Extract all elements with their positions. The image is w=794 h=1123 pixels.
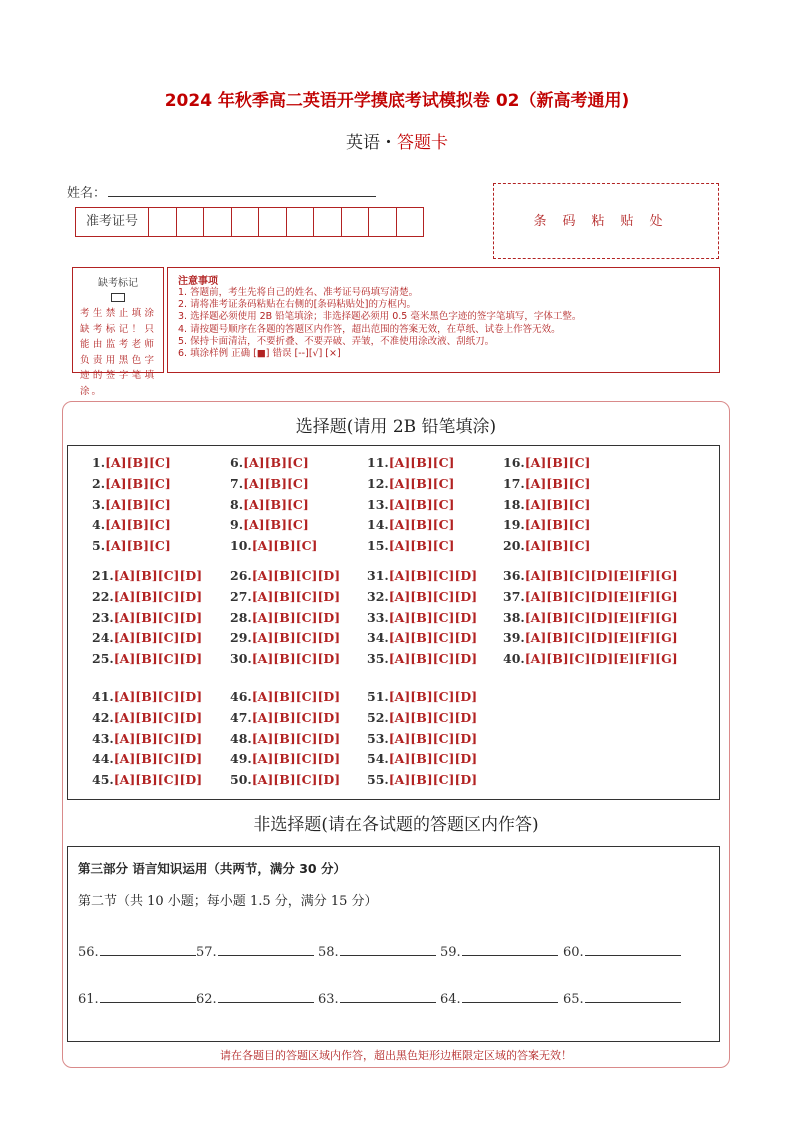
exam-number-digit-cell[interactable] xyxy=(177,208,205,236)
question-number: 29. xyxy=(230,630,252,646)
question-number: 50. xyxy=(230,772,252,788)
answer-options[interactable]: [A][B][C][D] xyxy=(388,772,478,788)
blank-line[interactable] xyxy=(218,943,314,956)
exam-number-digit-cell[interactable] xyxy=(314,208,342,236)
answer-options[interactable]: [A][B][C][D] xyxy=(251,630,341,646)
fill-blank[interactable] xyxy=(78,943,196,960)
page-title: 2024 年秋季高二英语开学摸底考试模拟卷 02（新高考通用) xyxy=(164,91,630,111)
answer-options[interactable]: [A][B][C][D] xyxy=(388,751,478,767)
notes-item: 3. 选择题必须使用 2B 铅笔填涂；非选择题必须用 0.5 毫米黑色字迹的签字笔填写，字体工整。 xyxy=(178,311,582,323)
answer-options[interactable]: [A][B][C][D] xyxy=(388,709,478,725)
question-number: 51. xyxy=(367,689,389,704)
question-number: 55. xyxy=(367,772,389,788)
choice-question[interactable] xyxy=(92,630,202,645)
question-number: 53. xyxy=(367,730,389,746)
answer-options[interactable]: [A][B][C] xyxy=(243,496,309,512)
choice-question[interactable] xyxy=(230,651,340,666)
choice-question[interactable] xyxy=(230,689,340,704)
question-number: 32. xyxy=(367,588,389,604)
choice-question[interactable] xyxy=(230,610,340,625)
barcode-label: 条码粘贴处 xyxy=(533,214,679,229)
choice-question[interactable] xyxy=(230,751,340,766)
question-number: 35. xyxy=(367,651,389,667)
exam-number-digit-cell[interactable] xyxy=(232,208,260,236)
exam-number-digit-cell[interactable] xyxy=(149,208,177,236)
choice-section-title: 选择题(请用 2B 铅笔填涂) xyxy=(295,417,497,437)
choice-question[interactable] xyxy=(367,630,477,645)
fill-blank[interactable] xyxy=(563,990,681,1007)
question-number: 33. xyxy=(367,609,389,625)
subtitle-card: 答题卡 xyxy=(397,133,448,153)
answer-options[interactable]: [A][B][C][D] xyxy=(388,568,478,583)
name-label: 姓名： xyxy=(67,186,107,201)
answer-options[interactable]: [A][B][C] xyxy=(243,455,309,470)
choice-question[interactable] xyxy=(92,651,202,666)
fill-blank[interactable] xyxy=(196,943,314,960)
choice-question[interactable] xyxy=(92,568,202,583)
answer-options[interactable]: [A][B][C][D] xyxy=(251,772,341,788)
blank-number: 57. xyxy=(196,945,217,960)
question-number: 5. xyxy=(92,538,106,554)
question-number: 26. xyxy=(230,568,252,583)
nonchoice-section-title: 非选择题(请在各试题的答题区内作答) xyxy=(253,815,539,835)
choice-question[interactable] xyxy=(503,568,678,583)
blank-number: 58. xyxy=(318,945,339,960)
blank-number: 63. xyxy=(318,992,339,1007)
answer-options[interactable]: [A][B][C][D] xyxy=(113,588,203,604)
choice-question[interactable] xyxy=(367,568,477,583)
answer-options[interactable]: [A][B][C][D] xyxy=(113,689,203,704)
choice-question[interactable] xyxy=(92,731,202,746)
choice-question[interactable] xyxy=(367,497,454,512)
blank-number: 65. xyxy=(563,992,584,1007)
choice-question[interactable] xyxy=(367,710,477,725)
barcode-area xyxy=(493,183,719,259)
question-number: 52. xyxy=(367,709,389,725)
question-number: 28. xyxy=(230,609,252,625)
answer-options[interactable]: [A][B][C] xyxy=(251,538,318,554)
choice-question[interactable] xyxy=(367,751,477,766)
blank-line[interactable] xyxy=(100,990,196,1003)
question-number: 7. xyxy=(230,475,244,491)
question-number: 11. xyxy=(367,455,389,470)
question-number: 45. xyxy=(92,772,114,788)
question-number: 43. xyxy=(92,730,114,746)
answer-options[interactable]: [A][B][C] xyxy=(524,496,591,512)
choice-question[interactable] xyxy=(230,568,340,583)
answer-options[interactable]: [A][B][C][D] xyxy=(388,609,478,625)
blank-line[interactable] xyxy=(100,943,196,956)
choice-question[interactable] xyxy=(503,497,590,512)
blank-number: 59. xyxy=(440,945,461,960)
choice-question[interactable] xyxy=(230,455,309,470)
answer-options[interactable]: [A][B][C] xyxy=(388,517,455,533)
choice-question[interactable] xyxy=(230,476,309,491)
question-number: 31. xyxy=(367,568,389,583)
question-number: 39. xyxy=(503,630,525,646)
choice-question[interactable] xyxy=(230,517,309,532)
question-number: 30. xyxy=(230,651,252,667)
question-number: 25. xyxy=(92,651,114,667)
answer-options[interactable]: [A][B][C][D] xyxy=(388,630,478,646)
choice-question[interactable] xyxy=(503,610,678,625)
question-number: 3. xyxy=(92,496,106,512)
choice-question[interactable] xyxy=(367,538,454,553)
question-number: 48. xyxy=(230,730,252,746)
choice-question[interactable] xyxy=(92,772,202,787)
choice-question[interactable] xyxy=(367,689,477,704)
answer-options[interactable]: [A][B][C][D] xyxy=(113,651,203,667)
choice-question[interactable] xyxy=(367,476,454,491)
choice-question[interactable] xyxy=(367,651,477,666)
part-title: 第三部分 语言知识运用（共两节，满分 30 分） xyxy=(78,861,346,876)
answer-options[interactable]: [A][B][C][D][E][F][G] xyxy=(524,609,678,625)
notes-item: 1. 答题前，考生先将自己的姓名、准考证号码填写清楚。 xyxy=(178,287,419,298)
answer-options[interactable]: [A][B][C][D] xyxy=(388,689,478,704)
answer-options[interactable]: [A][B][C] xyxy=(388,496,455,512)
question-number: 9. xyxy=(230,517,244,533)
exam-number-digit-cell[interactable] xyxy=(397,208,424,236)
answer-options[interactable]: [A][B][C] xyxy=(105,538,171,554)
answer-options[interactable]: [A][B][C][D] xyxy=(251,588,341,604)
choice-question[interactable] xyxy=(92,517,171,532)
blank-line[interactable] xyxy=(585,943,681,956)
answer-options[interactable]: [A][B][C][D] xyxy=(388,730,478,746)
choice-question[interactable] xyxy=(503,651,678,666)
question-number: 23. xyxy=(92,609,114,625)
blank-line[interactable] xyxy=(585,990,681,1003)
exam-number-digit-cell[interactable] xyxy=(342,208,370,236)
choice-question[interactable] xyxy=(503,455,590,470)
answer-options[interactable]: [A][B][C] xyxy=(524,475,591,491)
answer-options[interactable]: [A][B][C][D] xyxy=(113,568,203,583)
blank-line[interactable] xyxy=(218,990,314,1003)
choice-question[interactable] xyxy=(367,517,454,532)
question-number: 34. xyxy=(367,630,389,646)
question-number: 41. xyxy=(92,689,114,704)
fill-blank[interactable] xyxy=(440,943,558,960)
choice-question[interactable] xyxy=(503,476,590,491)
blank-number: 56. xyxy=(78,945,99,960)
fill-blank[interactable] xyxy=(318,943,436,960)
question-number: 17. xyxy=(503,475,525,491)
question-number: 16. xyxy=(503,455,525,470)
answer-options[interactable]: [A][B][C] xyxy=(388,455,455,470)
blank-number: 60. xyxy=(563,945,584,960)
notes-item: 6. 填涂样例 正确 [■] 错误 [--][√] [×] xyxy=(178,348,341,360)
question-number: 14. xyxy=(367,517,389,533)
question-number: 10. xyxy=(230,538,252,554)
answer-options[interactable]: [A][B][C] xyxy=(105,455,171,470)
blank-number: 62. xyxy=(196,992,217,1007)
question-number: 27. xyxy=(230,588,252,604)
answer-options[interactable]: [A][B][C][D] xyxy=(251,709,341,725)
absent-marker-box xyxy=(72,267,164,397)
answer-options[interactable]: [A][B][C][D][E][F][G] xyxy=(524,651,678,667)
answer-options[interactable]: [A][B][C] xyxy=(524,517,591,533)
question-number: 20. xyxy=(503,538,525,554)
footer-warning: 请在各题目的答题区域内作答，超出黑色矩形边框限定区域的答案无效！ xyxy=(220,1049,572,1062)
choice-question[interactable] xyxy=(503,630,678,645)
answer-options[interactable]: [A][B][C] xyxy=(105,475,171,491)
answer-options[interactable]: [A][B][C][D] xyxy=(251,730,341,746)
absent-marker-title: 缺考标记 xyxy=(98,278,138,289)
question-number: 36. xyxy=(503,568,525,583)
question-number: 4. xyxy=(92,517,106,533)
answer-options[interactable]: [A][B][C] xyxy=(388,475,455,491)
exam-number-label: 准考证号 xyxy=(76,208,149,236)
blank-line[interactable] xyxy=(340,990,436,1003)
answer-options[interactable]: [A][B][C][D] xyxy=(113,751,203,767)
exam-number-digit-cell[interactable] xyxy=(259,208,287,236)
choice-question[interactable] xyxy=(230,497,309,512)
choice-question[interactable] xyxy=(230,731,340,746)
blank-line[interactable] xyxy=(462,943,558,956)
fill-blank[interactable] xyxy=(318,990,436,1007)
answer-options[interactable]: [A][B][C] xyxy=(524,538,591,554)
exam-number-digit-cell[interactable] xyxy=(369,208,397,236)
absent-marker-text: 考生禁止填涂缺考标记！只能由监考老师负责用黑色字迹的签字笔填涂。 xyxy=(80,308,156,397)
question-number: 21. xyxy=(92,568,114,583)
choice-question[interactable] xyxy=(92,455,171,470)
choice-question[interactable] xyxy=(92,610,202,625)
question-number: 1. xyxy=(92,455,106,470)
question-number: 13. xyxy=(367,496,389,512)
choice-question[interactable] xyxy=(230,589,340,604)
choice-question[interactable] xyxy=(367,772,477,787)
question-number: 47. xyxy=(230,709,252,725)
answer-options[interactable]: [A][B][C] xyxy=(243,475,309,491)
choice-question[interactable] xyxy=(92,476,171,491)
answer-options[interactable]: [A][B][C][D] xyxy=(113,630,203,646)
exam-number-box xyxy=(75,207,424,237)
question-number: 19. xyxy=(503,517,525,533)
answer-options[interactable]: [A][B][C][D] xyxy=(251,751,341,767)
question-number: 42. xyxy=(92,709,114,725)
choice-question[interactable] xyxy=(503,589,678,604)
answer-options[interactable]: [A][B][C][D] xyxy=(113,609,203,625)
question-number: 24. xyxy=(92,630,114,646)
question-number: 8. xyxy=(230,496,244,512)
question-number: 18. xyxy=(503,496,525,512)
exam-number-digit-cell[interactable] xyxy=(287,208,315,236)
answer-options[interactable]: [A][B][C][D] xyxy=(388,651,478,667)
answer-options[interactable]: [A][B][C] xyxy=(524,455,591,470)
choice-question[interactable] xyxy=(230,772,340,787)
answer-options[interactable]: [A][B][C][D] xyxy=(113,730,203,746)
question-number: 54. xyxy=(367,751,389,767)
choice-question[interactable] xyxy=(503,517,590,532)
answer-options[interactable]: [A][B][C] xyxy=(243,517,309,533)
fill-blank[interactable] xyxy=(563,943,681,960)
answer-options[interactable]: [A][B][C][D][E][F][G] xyxy=(524,588,678,604)
subtitle-subject: 英语・ xyxy=(346,133,397,153)
answer-options[interactable]: [A][B][C][D][E][F][G] xyxy=(524,630,678,646)
question-number: 6. xyxy=(230,455,244,470)
question-number: 44. xyxy=(92,751,114,767)
page-subtitle xyxy=(0,128,794,153)
answer-options[interactable]: [A][B][C][D] xyxy=(113,772,203,788)
notes-box xyxy=(167,267,720,373)
question-number: 46. xyxy=(230,689,252,704)
question-number: 40. xyxy=(503,651,525,667)
choice-question[interactable] xyxy=(367,455,454,470)
notes-title: 注意事项 xyxy=(178,276,218,287)
answer-options[interactable]: [A][B][C][D] xyxy=(251,609,341,625)
notes-item: 4. 请按题号顺序在各题的答题区内作答，超出范围的答案无效，在草纸、试卷上作答无效。 xyxy=(178,323,561,335)
choice-question[interactable] xyxy=(367,731,477,746)
choice-question[interactable] xyxy=(230,538,317,553)
answer-options[interactable]: [A][B][C][D] xyxy=(251,689,341,704)
question-number: 49. xyxy=(230,751,252,767)
question-number: 37. xyxy=(503,588,525,604)
answer-options[interactable]: [A][B][C][D] xyxy=(113,709,203,725)
absent-marker-checkbox[interactable] xyxy=(111,293,125,302)
question-number: 2. xyxy=(92,475,106,491)
answer-options[interactable]: [A][B][C] xyxy=(388,538,455,554)
name-field[interactable] xyxy=(108,196,376,197)
question-number: 12. xyxy=(367,475,389,491)
blank-number: 61. xyxy=(78,992,99,1007)
answer-options[interactable]: [A][B][C][D] xyxy=(251,651,341,667)
question-number: 38. xyxy=(503,609,525,625)
blank-line[interactable] xyxy=(462,990,558,1003)
choice-question[interactable] xyxy=(92,710,202,725)
choice-question[interactable] xyxy=(92,497,171,512)
answer-options[interactable]: [A][B][C][D] xyxy=(251,568,341,583)
notes-item: 2. 请将准考证条码粘贴在右侧的[条码粘贴处]的方框内。 xyxy=(178,299,416,311)
answer-options[interactable]: [A][B][C] xyxy=(105,517,171,533)
answer-options[interactable]: [A][B][C] xyxy=(105,496,171,512)
choice-question[interactable] xyxy=(230,710,340,725)
section-title: 第二节（共 10 小题；每小题 1.5 分，满分 15 分） xyxy=(78,894,378,909)
choice-question[interactable] xyxy=(230,630,340,645)
answer-options[interactable]: [A][B][C][D] xyxy=(388,588,478,604)
exam-number-digit-cell[interactable] xyxy=(204,208,232,236)
choice-question[interactable] xyxy=(92,538,171,553)
question-number: 22. xyxy=(92,588,114,604)
choice-question[interactable] xyxy=(503,538,590,553)
blank-line[interactable] xyxy=(340,943,436,956)
notes-item: 5. 保持卡面清洁，不要折叠、不要弄破、弄皱，不准使用涂改液、刮纸刀。 xyxy=(178,335,495,347)
question-number: 15. xyxy=(367,538,389,554)
fill-blank[interactable] xyxy=(196,990,314,1007)
answer-options[interactable]: [A][B][C][D][E][F][G] xyxy=(524,568,678,583)
choice-question[interactable] xyxy=(92,689,202,704)
blank-number: 64. xyxy=(440,992,461,1007)
fill-blank[interactable] xyxy=(78,990,196,1007)
fill-blank[interactable] xyxy=(440,990,558,1007)
choice-question[interactable] xyxy=(367,589,477,604)
choice-question[interactable] xyxy=(92,751,202,766)
choice-question[interactable] xyxy=(92,589,202,604)
choice-question[interactable] xyxy=(367,610,477,625)
